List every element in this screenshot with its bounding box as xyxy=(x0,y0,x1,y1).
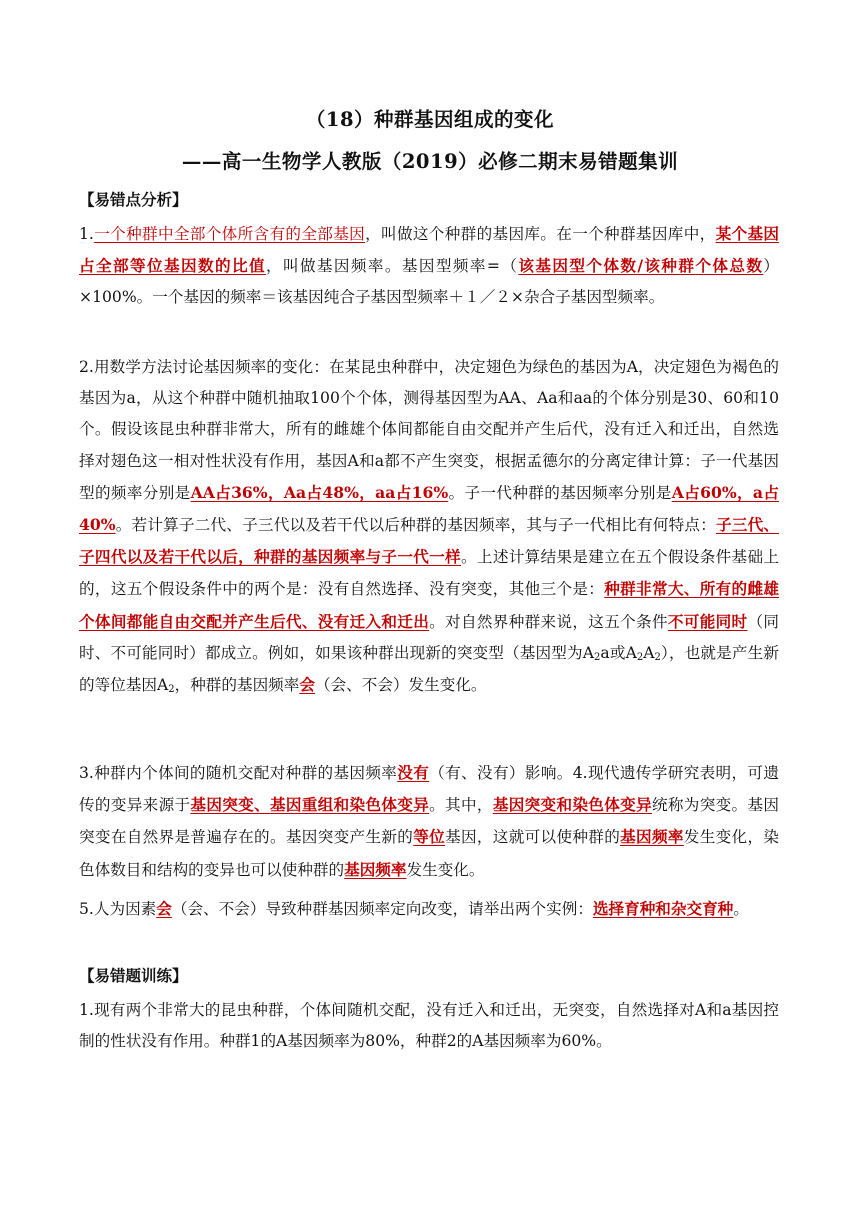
answer-blank: 子三代、子四代以及若干代以后，种群的基因频率与子一代一样 xyxy=(79,515,779,567)
answer-blank: 一个种群中全部个体所含有的全部基因 xyxy=(93,225,366,243)
answer-blank: A占60%，a占40% xyxy=(79,482,779,535)
answer-blank: 基因频率 xyxy=(344,859,407,879)
answer-blank: 不可能同时 xyxy=(667,611,748,631)
answer-blank: 某个基因占全部等位基因数的比值 xyxy=(79,224,779,276)
paragraph-2: 2.用数学方法讨论基因频率的变化：在某昆虫种群中，决定翅色为绿色的基因为A，决定翅色为褐色的基因为a，从这个种群中随机抽取100个个体，测得基因型为AA、Aa和aa的个体分别是30、60和10个。假设该昆虫种群非常大，所有的雌雄个体间都能自由交配并产生后代，没有迁入和迁出，自然选择对翅色这一相对性状没有作用，基因A和a都不产生突变，根据孟德尔的分离定律计算：子一代基因型的频率分别是AA占36%，Aa占48%，aa占16%。子一代种群的基因频率分别是A占60%，a占40%。若计算子二代、子三代以及若干代以后种群的基因频率，其与子一代相比有何特点：子三代、子四代以及若干代以后，种群的基因频率与子一代一样。上述计算结果是建立在五个假设条件基础上的，这五个假设条件中的两个是：没有自然选择、没有突变，其他三个是：种群非常大、所有的雌雄个体间都能自由交配并产生后代、没有迁入和迁出。对自然界种群来说，这五个条件不可能同时（同时、不可能同时）都成立。例如，如果该种群出现新的突变型（基因型为$A_2a$或$A_2A_2$），也就是产生新的等位基因$A_2$，种群的基因频率会（会、不会）发生变化。 xyxy=(79,358,779,696)
section-heading-analysis: 【易错点分析】 xyxy=(79,190,188,209)
answer-blank: 没有 xyxy=(397,763,430,782)
answer-blank: 基因突变和染色体变异 xyxy=(492,795,652,815)
paragraph-5: 5.人为因素会（会、不会）导致种群基因频率定向改变，请举出两个实例：选择育种和杂交育种。 xyxy=(79,899,749,918)
page-title: （18）种群基因组成的变化 xyxy=(305,108,555,131)
answer-blank: AA占36%，Aa占48%，aa占16% xyxy=(190,482,449,502)
answer-blank: 该基因型个体数/该种群个体总数 xyxy=(518,256,764,276)
question-1: 1.现有两个非常大的昆虫种群，个体间随机交配，没有迁入和迁出，无突变，自然选择对A和a基因控制的性状没有作用。种群1的A基因频率为80%，种群2的A基因频率为60%。 xyxy=(79,1001,779,1051)
paragraph-3: 3.种群内个体间的随机交配对种群的基因频率没有（有、没有）影响。4.现代遗传学研究表明，可遗传的变异来源于基因突变、基因重组和染色体变异。其中，基因突变和染色体变异统称为突变。基因突变在自然界是普遍存在的。基因突变产生新的等位基因，这就可以使种群的基因频率发生变化，染色体数目和结构的变异也可以使种群的基因频率发生变化。 xyxy=(79,763,779,879)
answer-blank: 基因频率 xyxy=(620,827,684,847)
answer-blank: 会 xyxy=(299,675,315,695)
section-heading-training: 【易错题训练】 xyxy=(79,966,188,985)
paragraph-1: 1.一个种群中全部个体所含有的全部基因，叫做这个种群的基因库。在一个种群基因库中，某个基因占全部等位基因数的比值，叫做基因频率。基因型频率=（该基因型个体数/该种群个体总数）×100%。一个基因的频率＝该基因纯合子基因型频率＋１／２×杂合子基因型频率。 xyxy=(79,224,779,307)
answer-blank: 会 xyxy=(156,899,172,918)
answer-blank: 等位 xyxy=(413,827,446,847)
answer-blank: 选择育种和杂交育种 xyxy=(592,899,734,918)
page-subtitle: ——高一生物学人教版（2019）必修二期末易错题集训 xyxy=(181,150,679,173)
answer-blank: 基因突变、基因重组和染色体变异 xyxy=(190,795,430,815)
answer-blank: 种群非常大、所有的雌雄个体间都能自由交配并产生后代、没有迁入和迁出 xyxy=(79,579,779,631)
